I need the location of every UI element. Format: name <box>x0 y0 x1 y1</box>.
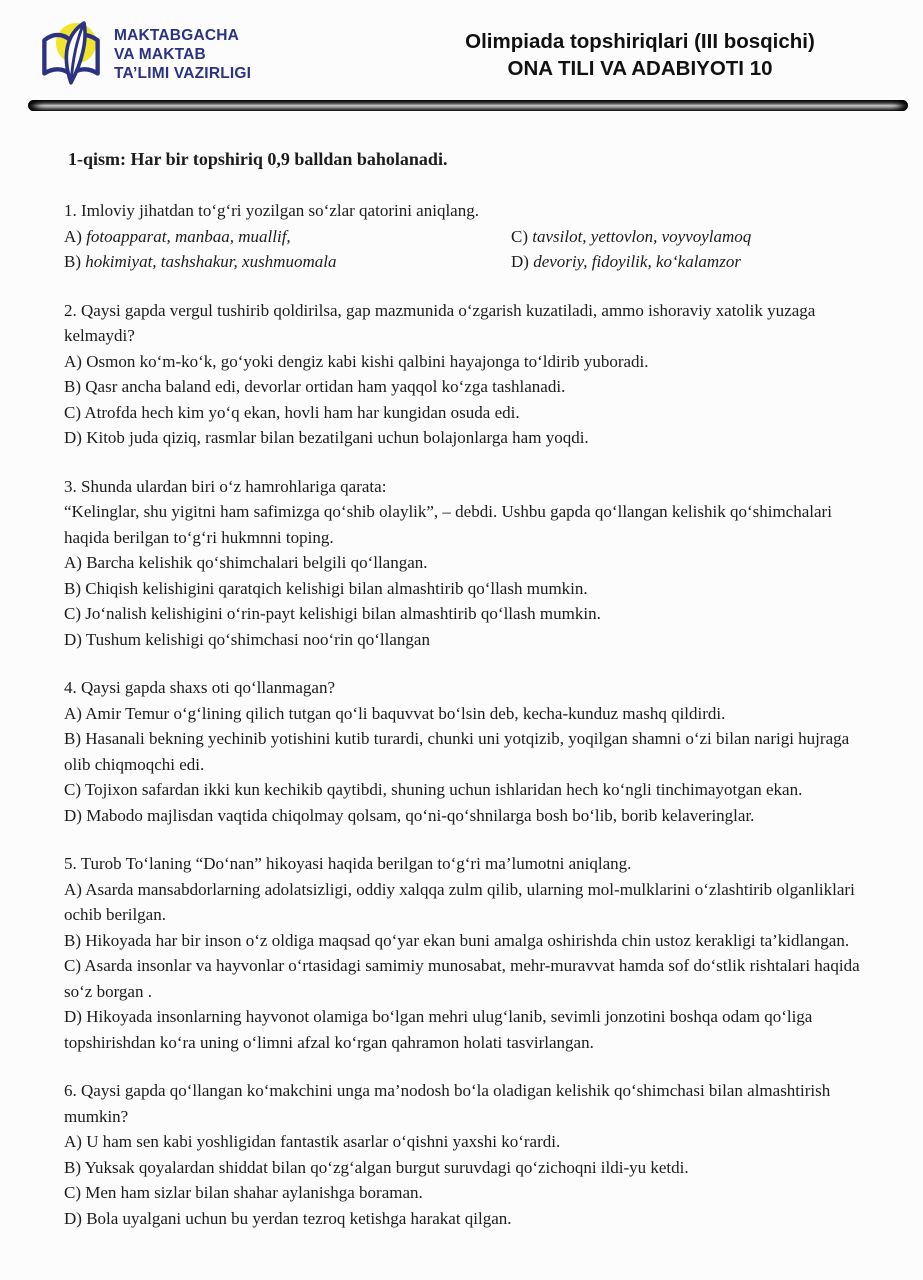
question-5-option-C <box>64 953 870 1004</box>
document-title <box>360 28 920 82</box>
option-text: devoriy, fidoyilik, ko‘kalamzor <box>533 252 741 271</box>
question-3-option-D <box>64 627 870 653</box>
question-3-option-B <box>64 576 870 602</box>
question-6-options <box>64 1129 870 1231</box>
ministry-logo-text <box>114 26 251 83</box>
option-letter: B) <box>64 1157 85 1177</box>
question-1-option-D <box>511 249 870 275</box>
option-letter: D) <box>511 252 534 271</box>
option-text: Bola uyalgani uchun bu yerdan tezroq ketishga harakat qilgan. <box>86 1208 512 1228</box>
option-text: Men ham sizlar bilan shahar aylanishga boraman. <box>85 1183 423 1202</box>
question-3-options <box>64 550 870 652</box>
question-4-options <box>64 701 870 829</box>
questions-list <box>64 198 870 1231</box>
question-2-option-B <box>64 374 870 400</box>
option-text: Atrofda hech kim yo‘q ekan, hovli ham har kungidan osuda edi. <box>84 402 520 422</box>
option-text: Tushum kelishigi qo‘shimchasi noo‘rin qo‘llangan <box>85 629 430 649</box>
option-letter: D) <box>64 1208 87 1228</box>
question-3-stem-2: “Kelinglar, shu yigitni ham safimizga qo‘shib olaylik”, – debdi. Ushbu gapda qo‘llangan kelishik qo‘shimchalari haqida berilgan to‘g‘ri hukmnni toping. <box>64 502 837 547</box>
question-3 <box>64 474 870 653</box>
option-letter: A) <box>64 553 87 572</box>
option-text: Asarda mansabdorlarning adolatsizligi, oddiy xalqqa zulm qilib, ularning mol-mulklarini o‘zlashtirib olganliklari ochib berilgan. <box>64 879 855 924</box>
option-letter: A) <box>64 879 86 899</box>
question-5-option-A <box>64 877 870 928</box>
option-text: Hikoyada har bir inson o‘z oldiga maqsad qo‘yar ekan buni amalga oshirishda chin ustoz kerakligi ta’kidlangan. <box>85 930 850 950</box>
question-6-option-C <box>64 1180 870 1206</box>
question-1-option-C <box>511 224 870 250</box>
document-title-line2: ONA TILI VA ADABIYOTI 10 <box>507 57 773 80</box>
open-book-with-leaf-icon <box>35 16 107 92</box>
option-text: Hikoyada insonlarning hayvonot olamiga bo‘lgan mehri ulug‘lanib, sevimli jonzotini boshqa odam qo‘liga topshirishdan ko‘ra uning o‘limni afzal ko‘rgan qahramon holati tasvirlangan. <box>64 1007 813 1052</box>
option-text: Kitob juda qiziq, rasmlar bilan bezatilgani uchun bolajonlarga ham yoqdi. <box>86 428 589 447</box>
option-letter: C) <box>64 1183 86 1202</box>
question-5-stem-1: 5. Turob To‘laning “Do‘nan” hikoyasi haqida berilgan to‘g‘ri ma’lumotni aniqlang. <box>64 854 632 873</box>
question-1-stem-1: 1. Imloviy jihatdan to‘g‘ri yozilgan so‘zlar qatorini aniqlang. <box>64 201 479 220</box>
option-letter: A) <box>64 703 86 723</box>
question-6-stem-1: 6. Qaysi gapda qo‘llangan ko‘makchini unga ma’nodosh bo‘la oladigan kelishik qo‘shimchasi bilan almashtirish mumkin? <box>64 1081 835 1126</box>
option-text: Tojixon safardan ikki kun kechikib qaytibdi, shuning uchun ishlaridan hech ko‘ngli tinchimayotgan ekan. <box>84 780 803 799</box>
question-6-option-A <box>64 1129 870 1155</box>
section-heading: 1-qism: Har bir topshiriq 0,9 balldan baholanadi. <box>68 149 448 169</box>
ministry-logo-line1: MAKTABGACHA <box>114 26 240 44</box>
option-letter: C) <box>64 604 86 623</box>
question-2 <box>64 298 870 451</box>
ministry-logo <box>35 16 251 92</box>
option-text: Asarda insonlar va hayvonlar o‘rtasidagi samimiy munosabat, mehr-muravvat hamda sof do‘stlik rishtalari haqida so‘z borgan . <box>64 956 860 1001</box>
question-3-stem-1: 3. Shunda ulardan biri o‘z hamrohlariga qarata: <box>64 476 387 496</box>
question-6-option-B <box>64 1155 870 1181</box>
question-5-option-B <box>64 928 870 954</box>
option-text: fotoapparat, manbaa, muallif, <box>86 226 291 246</box>
option-letter: D) <box>64 428 87 447</box>
question-1-option-A <box>64 224 511 250</box>
option-letter: D) <box>64 629 86 649</box>
question-4-stem-1: 4. Qaysi gapda shaxs oti qo‘llanmagan? <box>64 678 335 697</box>
option-letter: A) <box>64 1132 87 1151</box>
option-text: hokimiyat, tashshakur, xushmuomala <box>85 252 337 271</box>
option-text: U ham sen kabi yoshligidan fantastik asarlar o‘qishni yaxshi ko‘rardi. <box>86 1132 561 1151</box>
question-1-options <box>64 224 870 275</box>
option-letter: C) <box>64 780 85 799</box>
option-letter: B) <box>64 729 86 748</box>
option-letter: A) <box>64 351 87 371</box>
option-text: Qasr ancha baland edi, devorlar ortidan ham yaqqol ko‘zga tashlanadi. <box>85 377 566 396</box>
option-letter: D) <box>64 1007 87 1026</box>
option-letter: A) <box>64 226 87 246</box>
content <box>64 146 870 1254</box>
option-text: Barcha kelishik qo‘shimchalari belgili qo‘llangan. <box>86 553 428 572</box>
question-2-stem-1: 2. Qaysi gapda vergul tushirib qoldirilsa, gap mazmunida o‘zgarish kuzatiladi, ammo ishoraviy xatolik yuzaga kelmaydi? <box>64 300 820 345</box>
header-divider <box>28 100 908 111</box>
option-letter: B) <box>64 930 86 950</box>
option-letter: B) <box>64 578 86 598</box>
option-text: tavsilot, yettovlon, voyvoylamoq <box>532 226 752 246</box>
option-letter: C) <box>511 226 533 246</box>
question-6-option-D <box>64 1206 870 1232</box>
question-3-option-C <box>64 601 870 627</box>
header <box>0 0 923 100</box>
option-text: Chiqish kelishigini qaratqich kelishigi bilan almashtirib qo‘llash mumkin. <box>85 578 588 598</box>
question-3-option-A <box>64 550 870 576</box>
question-2-option-D <box>64 425 870 451</box>
question-4-option-D <box>64 803 870 829</box>
question-2-options <box>64 349 870 451</box>
ministry-logo-line2: VA MAKTAB <box>114 45 206 63</box>
question-2-option-C <box>64 400 870 426</box>
option-text: Mabodo majlisdan vaqtida chiqolmay qolsam, qo‘ni-qo‘shnilarga bosh bo‘lib, borib kelaveringlar. <box>86 805 755 825</box>
option-letter: C) <box>64 402 85 422</box>
question-5 <box>64 851 870 1055</box>
question-4-option-B <box>64 726 870 777</box>
document-title-line1: Olimpiada topshiriqlari (III bosqichi) <box>465 30 815 53</box>
option-letter: B) <box>64 377 86 396</box>
option-text: Osmon ko‘m-ko‘k, go‘yoki dengiz kabi kishi qalbini hayajonga to‘ldirib yuboradi. <box>86 351 649 371</box>
question-1-option-B <box>64 249 511 275</box>
question-5-option-D <box>64 1004 870 1055</box>
question-4-option-A <box>64 701 870 727</box>
option-letter: C) <box>64 956 85 975</box>
question-2-option-A <box>64 349 870 375</box>
question-6 <box>64 1078 870 1231</box>
option-letter: B) <box>64 252 86 271</box>
option-text: Yuksak qoyalardan shiddat bilan qo‘zg‘algan burgut suruvdagi qo‘zichoqni ildi-yu ketdi. <box>84 1157 689 1177</box>
option-text: Amir Temur o‘g‘lining qilich tutgan qo‘li baquvvat bo‘lsin deb, kecha-kunduz mashq qildirdi. <box>85 703 726 723</box>
question-5-options <box>64 877 870 1056</box>
question-4-option-C <box>64 777 870 803</box>
option-text: Hasanali bekning yechinib yotishini kutib turardi, chunki uni yotqizib, yoqilgan shamni o‘zi bilan narigi hujraga olib chiqmoqchi edi. <box>64 729 850 774</box>
question-4 <box>64 675 870 828</box>
option-text: Jo‘nalish kelishigini o‘rin-payt kelishigi bilan almashtirib qo‘llash mumkin. <box>85 604 601 623</box>
question-1 <box>64 198 870 275</box>
ministry-logo-line3: TA’LIMI VAZIRLIGI <box>114 64 252 82</box>
option-letter: D) <box>64 805 87 825</box>
